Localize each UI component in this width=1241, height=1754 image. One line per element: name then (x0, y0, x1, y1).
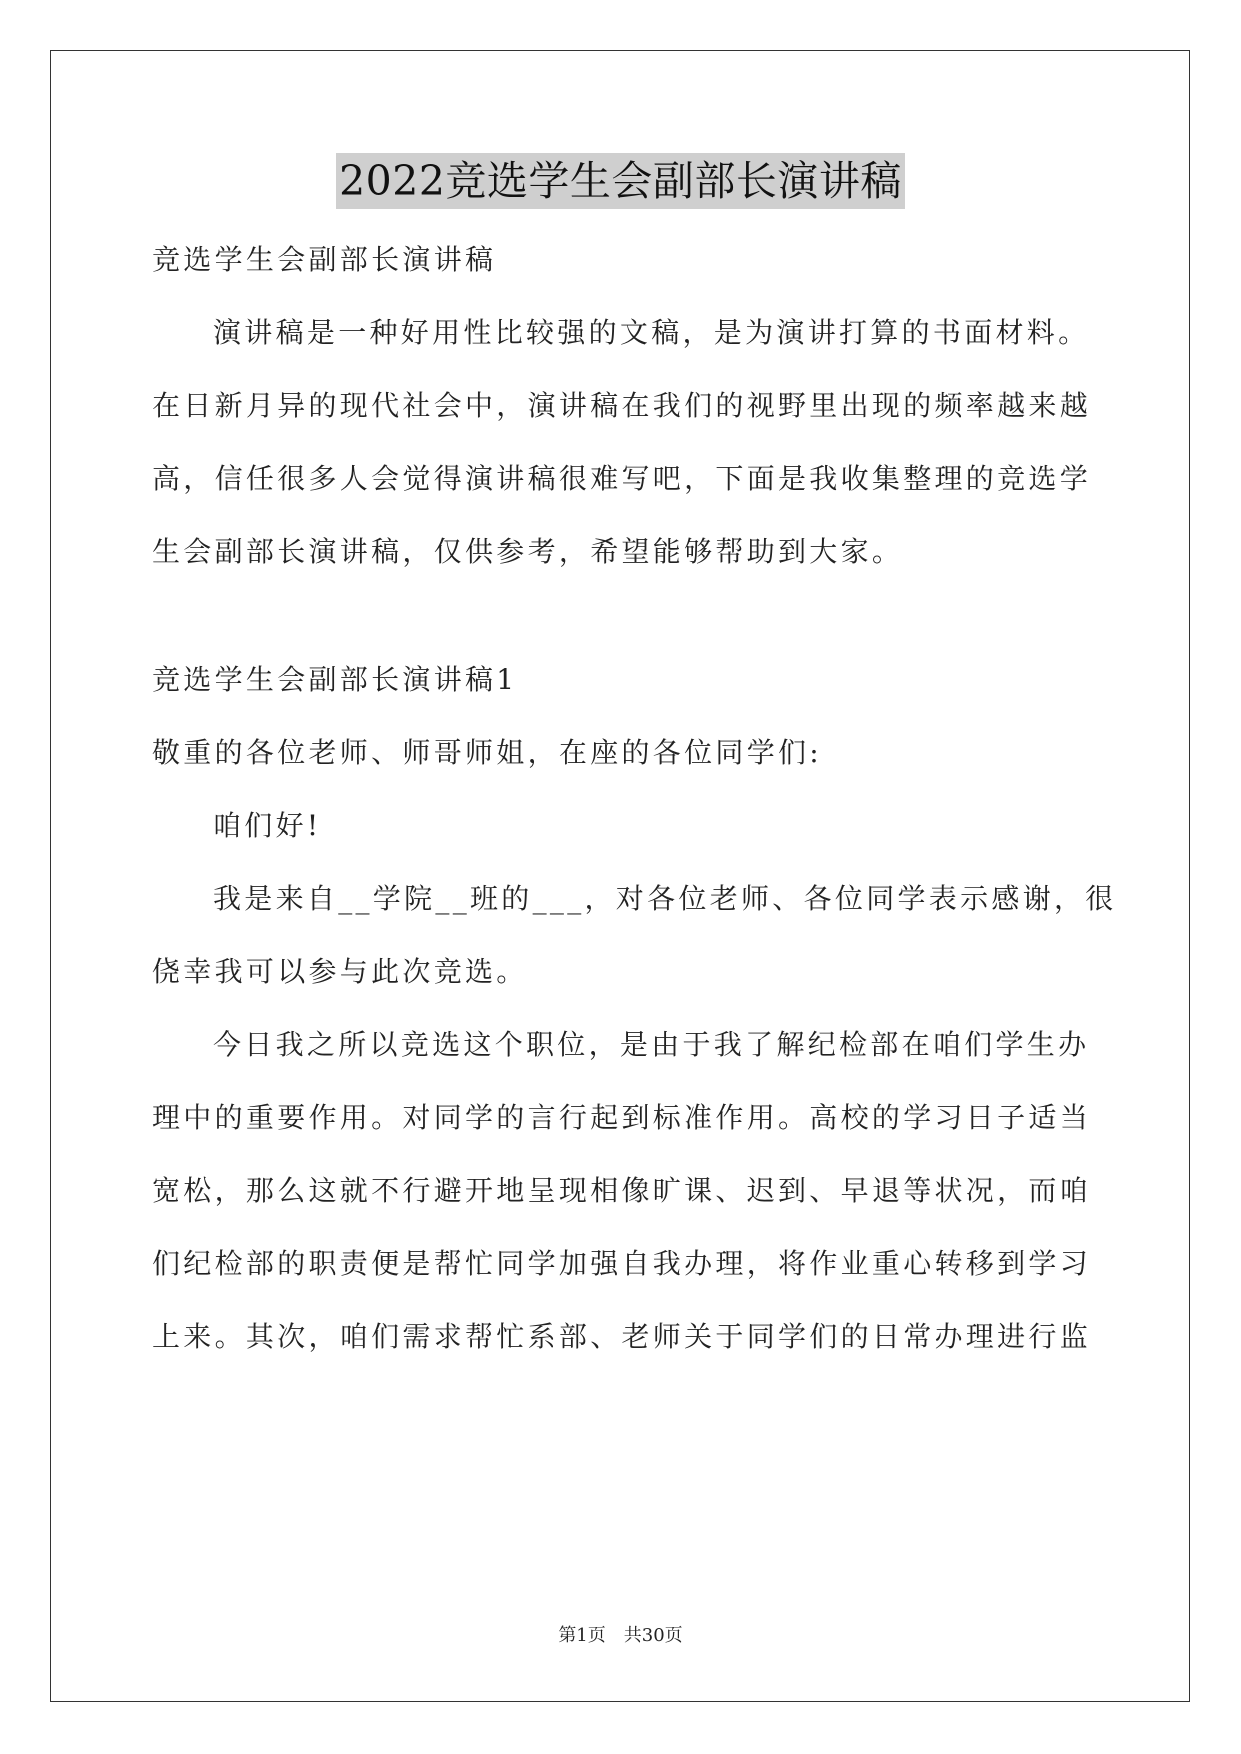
page-number: 第1页 (558, 1625, 606, 1646)
paragraph-line: 上来。其次，咱们需求帮忙系部、老师关于同学们的日常办理进行监 (152, 1320, 1092, 1353)
paragraph-line: 高，信任很多人会觉得演讲稿很难写吧，下面是我收集整理的竞选学 (152, 462, 1092, 495)
paragraph-line: 在日新月异的现代社会中，演讲稿在我们的视野里出现的频率越来越 (152, 389, 1092, 422)
paragraph-line: 理中的重要作用。对同学的言行起到标准作用。高校的学习日子适当 (152, 1101, 1092, 1134)
title-block (0, 153, 1241, 209)
paragraph-line: 今日我之所以竞选这个职位，是由于我了解纪检部在咱们学生办 (213, 1028, 1090, 1061)
paragraph-line: 宽松，那么这就不行避开地呈现相像旷课、迟到、早退等状况，而咱 (152, 1174, 1092, 1207)
paragraph-line: 我是来自__学院__班的___，对各位老师、各位同学表示感谢，很 (213, 882, 1117, 915)
page-total: 共30页 (623, 1625, 683, 1646)
document-title: 2022竞选学生会副部长演讲稿 (336, 153, 905, 209)
salutation-line: 敬重的各位老师、师哥师姐，在座的各位同学们: (152, 736, 823, 769)
section-heading: 竞选学生会副部长演讲稿1 (152, 663, 518, 696)
page-border (50, 50, 1190, 1702)
paragraph-line: 生会副部长演讲稿，仅供参考，希望能够帮助到大家。 (152, 535, 904, 568)
greeting-line: 咱们好! (213, 809, 322, 842)
subtitle-line: 竞选学生会副部长演讲稿 (152, 243, 497, 276)
page-footer (0, 1624, 1241, 1648)
paragraph-line: 侥幸我可以参与此次竞选。 (152, 955, 528, 988)
paragraph-line: 们纪检部的职责便是帮忙同学加强自我办理，将作业重心转移到学习 (152, 1247, 1092, 1280)
paragraph-line: 演讲稿是一种好用性比较强的文稿，是为演讲打算的书面材料。 (213, 316, 1090, 349)
